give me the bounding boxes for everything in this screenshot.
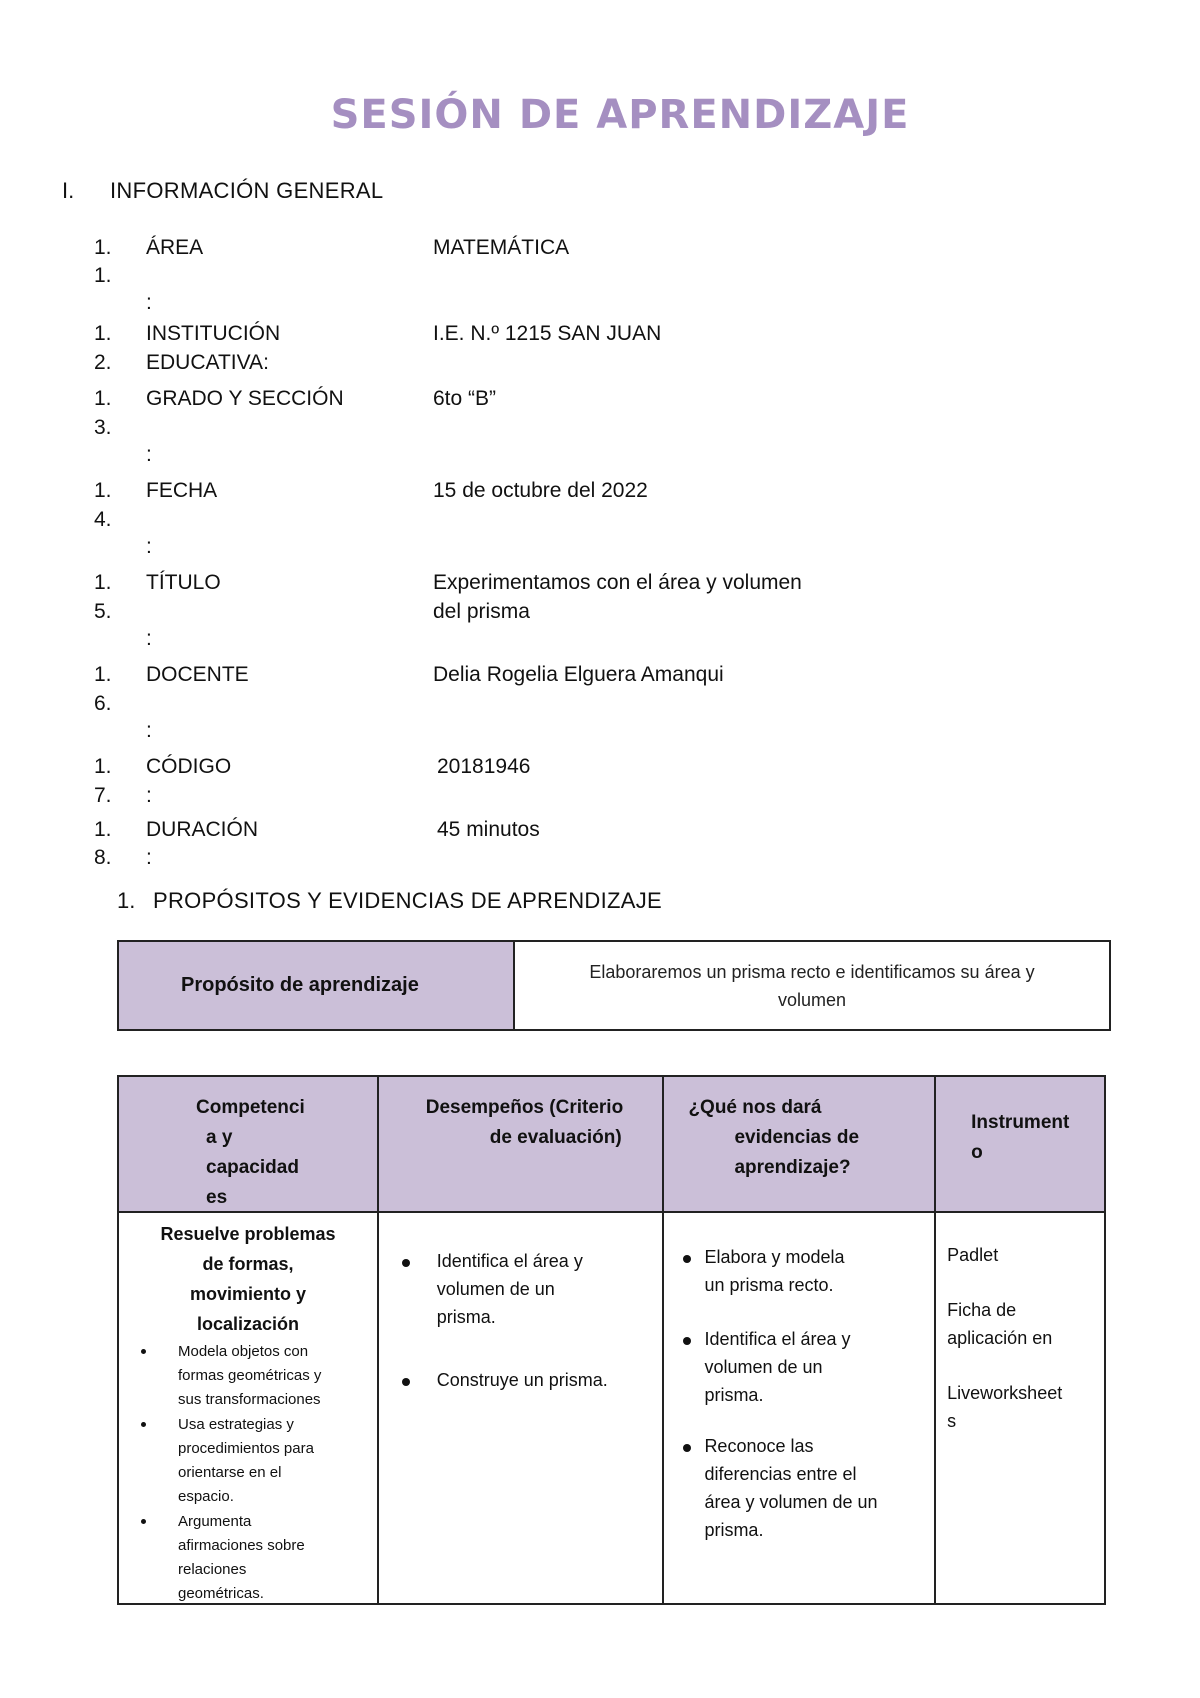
list-item-line: Identifica el área y: [436, 1251, 583, 1271]
list-item-line: prisma.: [704, 1385, 764, 1405]
info-value: 15 de octubre del 2022: [433, 479, 648, 502]
bullet-icon: [141, 1349, 146, 1354]
column-header-desempenos: [378, 1076, 664, 1212]
header-line: Instrument: [971, 1112, 1070, 1133]
header-line: o: [971, 1142, 983, 1163]
bullet-icon: [141, 1519, 146, 1524]
info-label: FECHA: [146, 479, 218, 502]
list-item-line: relaciones: [178, 1561, 247, 1578]
header-line: a y: [206, 1127, 233, 1148]
header-line: Desempeños (Criterio: [425, 1097, 624, 1118]
list-item-line: Identifica el área y: [704, 1329, 851, 1349]
list-item-line: volumen de un: [436, 1279, 555, 1299]
bullet-icon: [402, 1378, 410, 1386]
info-label: INSTITUCIÓN: [146, 322, 281, 345]
list-item-line: Construye un prisma.: [436, 1370, 608, 1390]
list-item-line: espacio.: [178, 1488, 234, 1505]
info-label: GRADO Y SECCIÓN: [146, 387, 344, 410]
list-item-line: un prisma recto.: [704, 1275, 834, 1295]
list-item-line: Elabora y modela: [704, 1247, 845, 1267]
info-value: Delia Rogelia Elguera Amanqui: [433, 663, 724, 686]
list-item: [437, 1247, 647, 1331]
header-line: aprendizaje?: [734, 1157, 851, 1178]
list-item: [178, 1413, 358, 1509]
info-subnumber: 7.: [94, 784, 112, 807]
page-title: SESIÓN DE APRENDIZAJE: [330, 92, 910, 138]
bullet-icon: [141, 1422, 146, 1427]
header-line: evidencias de: [734, 1127, 860, 1148]
competencia-title-line: movimiento y: [189, 1284, 307, 1304]
list-item-line: diferencias entre el: [704, 1464, 857, 1484]
list-item-line: geométricas.: [178, 1585, 264, 1602]
list-item-line: Usa estrategias y: [178, 1416, 294, 1433]
info-number: 1.: [94, 322, 112, 345]
list-item-line: Modela objetos con: [178, 1343, 309, 1360]
list-item-line: afirmaciones sobre: [178, 1537, 305, 1554]
purpose-value-line: volumen: [777, 989, 847, 1010]
info-number: 1.: [94, 387, 112, 410]
bullet-icon: [683, 1255, 691, 1263]
instrument-item: Liveworksheet: [947, 1383, 1063, 1403]
column-header-competencia: [118, 1076, 378, 1212]
instrument-item: Ficha de: [947, 1300, 1017, 1320]
bullet-icon: [402, 1259, 410, 1267]
list-item-line: prisma.: [704, 1520, 764, 1540]
list-item: [704, 1325, 924, 1409]
header-line: ¿Qué nos dará: [688, 1097, 822, 1118]
header-line: de evaluación): [489, 1127, 622, 1148]
info-colon: :: [146, 784, 152, 807]
list-item: [178, 1340, 358, 1412]
info-value: I.E. N.º 1215 SAN JUAN: [433, 322, 662, 345]
evidence-table: [117, 1075, 1106, 1605]
info-colon: :: [146, 291, 152, 314]
list-item-line: volumen de un: [704, 1357, 823, 1377]
purpose-table: [117, 940, 1111, 1031]
info-number: 1.: [94, 236, 112, 259]
competencia-title: [119, 1219, 377, 1339]
header-line: Competenci: [196, 1097, 305, 1118]
list-item: [437, 1366, 657, 1394]
info-label: TÍTULO: [146, 571, 221, 594]
info-value: Experimentamos con el área y volumen: [433, 571, 802, 594]
list-item-line: prisma.: [436, 1307, 496, 1327]
section-number: 1.: [117, 888, 136, 913]
instrumentos-cell: [935, 1212, 1105, 1604]
list-item-line: orientarse en el: [178, 1464, 282, 1481]
evidencias-cell: [663, 1212, 935, 1604]
instrument-item: aplicación en: [947, 1328, 1053, 1348]
info-number: 1.: [94, 663, 112, 686]
info-colon: :: [146, 719, 152, 742]
info-label: CÓDIGO: [146, 755, 232, 778]
info-label: DOCENTE: [146, 663, 249, 686]
info-subnumber: 4.: [94, 508, 112, 531]
info-colon: :: [146, 535, 152, 558]
competencia-title-line: Resuelve problemas: [160, 1224, 336, 1244]
info-label: DURACIÓN: [146, 818, 259, 841]
info-subnumber: 6.: [94, 692, 112, 715]
list-item-line: área y volumen de un: [704, 1492, 878, 1512]
info-subnumber: 5.: [94, 600, 112, 623]
purpose-value-line: Elaboraremos un prisma recto e identificamos su área y: [589, 961, 1035, 982]
purpose-header: Propósito de aprendizaje: [118, 941, 514, 1030]
section-heading: PROPÓSITOS Y EVIDENCIAS DE APRENDIZAJE: [153, 888, 662, 913]
desempenos-cell: [378, 1212, 664, 1604]
info-number: 1.: [94, 479, 112, 502]
list-item-line: procedimientos para: [178, 1440, 314, 1457]
column-header-evidencias: [663, 1076, 935, 1212]
info-subnumber: 3.: [94, 416, 112, 439]
competencia-title-line: de formas,: [202, 1254, 294, 1274]
list-item: [178, 1510, 358, 1606]
list-item: [704, 1243, 924, 1299]
info-number: 1.: [94, 755, 112, 778]
list-item-line: formas geométricas y: [178, 1367, 322, 1384]
list-item-line: Argumenta: [178, 1513, 252, 1530]
info-subnumber: 1.: [94, 264, 112, 287]
info-label: ÁREA: [146, 236, 204, 259]
bullet-icon: [683, 1444, 691, 1452]
info-label-continued: EDUCATIVA:: [146, 351, 269, 374]
list-item-line: sus transformaciones: [178, 1391, 321, 1408]
competencia-title-line: localización: [196, 1314, 300, 1334]
purpose-value: [514, 941, 1110, 1030]
info-value: MATEMÁTICA: [433, 236, 570, 259]
instrument-item: Padlet: [947, 1245, 999, 1265]
column-header-instrumento: [935, 1076, 1105, 1212]
info-subnumber: 8.: [94, 846, 112, 869]
list-item: [704, 1432, 934, 1544]
info-subnumber: 2.: [94, 351, 112, 374]
section-heading: INFORMACIÓN GENERAL: [110, 178, 384, 203]
info-value: 20181946: [437, 755, 531, 778]
header-line: capacidad: [206, 1157, 299, 1178]
info-number: 1.: [94, 818, 112, 841]
info-colon: :: [146, 627, 152, 650]
info-number: 1.: [94, 571, 112, 594]
info-value: 45 minutos: [437, 818, 540, 841]
competencia-cell: [118, 1212, 378, 1604]
info-value-continued: del prisma: [433, 600, 530, 623]
header-line: es: [206, 1187, 228, 1208]
info-colon: :: [146, 846, 152, 869]
bullet-icon: [683, 1337, 691, 1345]
info-value: 6to “B”: [433, 387, 497, 410]
section-number: I.: [62, 178, 75, 203]
list-item-line: Reconoce las: [704, 1436, 814, 1456]
instrument-item: s: [947, 1411, 957, 1431]
info-colon: :: [146, 443, 152, 466]
